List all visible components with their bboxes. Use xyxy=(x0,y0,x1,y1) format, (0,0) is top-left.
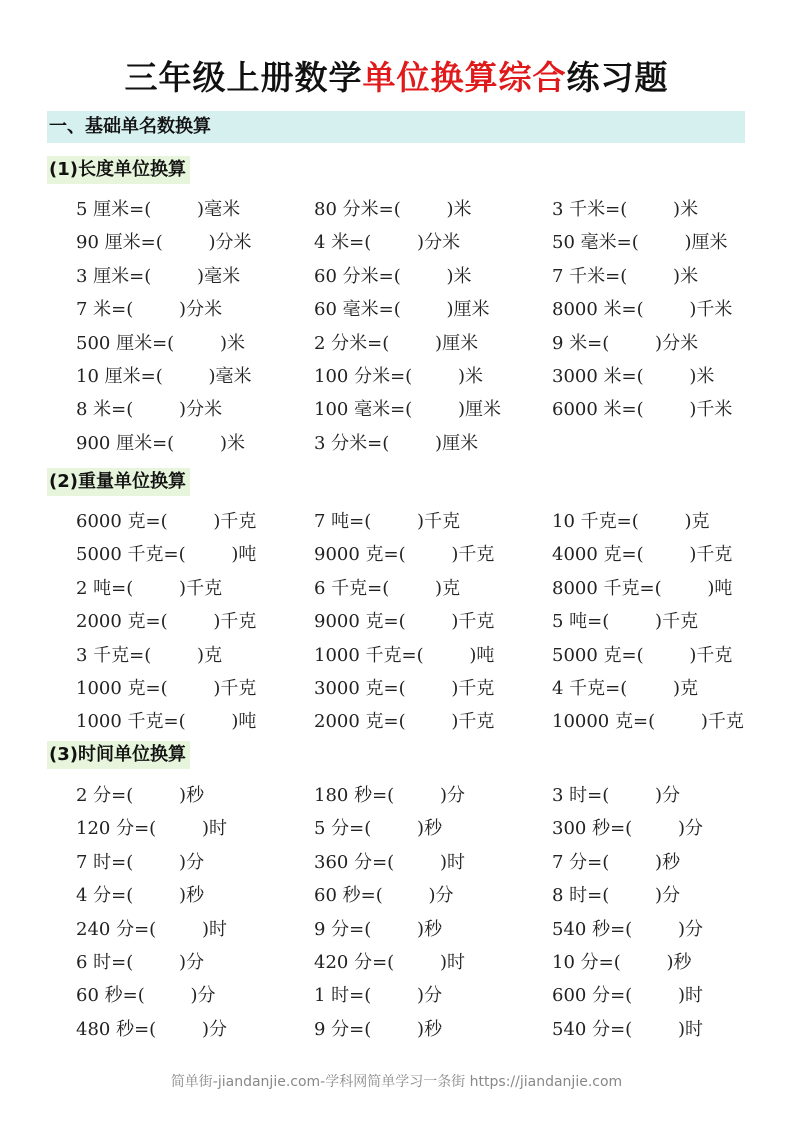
exercise-item: 1000 克=( )千克 xyxy=(76,677,257,699)
exercise-item: 2 吨=( )千克 xyxy=(76,577,223,599)
exercise-item: 6000 米=( )千米 xyxy=(552,399,733,421)
length-exercise-grid xyxy=(76,193,776,460)
exercise-item: 9 分=( )秒 xyxy=(314,1018,443,1040)
exercise-item: 2 分米=( )厘米 xyxy=(314,332,479,354)
exercise-item: 420 分=( )时 xyxy=(314,951,465,973)
exercise-item: 10 厘米=( )毫米 xyxy=(76,365,252,387)
length-heading: (1)长度单位换算 xyxy=(47,156,190,184)
exercise-item: 6000 克=( )千克 xyxy=(76,511,257,532)
exercise-item: 7 千米=( )米 xyxy=(552,265,699,287)
exercise-item: 8000 米=( )千米 xyxy=(552,299,733,321)
weight-heading: (2)重量单位换算 xyxy=(47,468,190,496)
exercise-item: 540 秒=( )分 xyxy=(552,918,703,940)
exercise-item: 5 吨=( )千克 xyxy=(552,611,699,633)
title-highlight: 单位换算综合 xyxy=(362,58,567,97)
exercise-item: 120 分=( )时 xyxy=(76,818,227,840)
exercise-item: 5000 克=( )千克 xyxy=(552,644,733,666)
exercise-item: 1000 千克=( )吨 xyxy=(76,711,257,733)
exercise-item: 10000 克=( )千克 xyxy=(552,711,744,733)
exercise-item: 60 秒=( )分 xyxy=(76,985,216,1007)
exercise-item: 3000 米=( )米 xyxy=(552,365,715,387)
exercise-item: 4 分=( )秒 xyxy=(76,885,205,907)
exercise-item: 240 分=( )时 xyxy=(76,918,227,940)
exercise-item: 7 吨=( )千克 xyxy=(314,511,461,532)
exercise-item: 5000 千克=( )吨 xyxy=(76,544,257,566)
exercise-item: 540 分=( )时 xyxy=(552,1018,703,1040)
time-exercise-grid xyxy=(76,779,776,1046)
exercise-item: 3 厘米=( )毫米 xyxy=(76,265,241,287)
exercise-item: 4 千克=( )克 xyxy=(552,677,699,699)
exercise-item: 90 厘米=( )分米 xyxy=(76,232,252,254)
exercise-item: 2 分=( )秒 xyxy=(76,785,205,806)
exercise-item: 50 毫米=( )厘米 xyxy=(552,232,728,254)
exercise-item: 300 秒=( )分 xyxy=(552,818,703,840)
exercise-item: 1 时=( )分 xyxy=(314,985,443,1007)
time-heading: (3)时间单位换算 xyxy=(47,741,190,769)
exercise-item: 7 分=( )秒 xyxy=(552,851,681,873)
exercise-item: 9000 克=( )千克 xyxy=(314,611,495,633)
exercise-item: 5 厘米=( )毫米 xyxy=(76,199,241,220)
exercise-item: 4 米=( )分米 xyxy=(314,232,461,254)
exercise-item: 180 秒=( )分 xyxy=(314,785,465,806)
exercise-item: 6 千克=( )克 xyxy=(314,577,461,599)
exercise-item: 60 分米=( )米 xyxy=(314,265,472,287)
title-part-1: 三年级上册数学 xyxy=(124,58,363,97)
exercise-item: 900 厘米=( )米 xyxy=(76,432,245,454)
section-heading-basic: 一、基础单名数换算 xyxy=(47,111,745,143)
exercise-item: 1000 千克=( )吨 xyxy=(314,644,495,666)
exercise-item: 100 分米=( )米 xyxy=(314,365,483,387)
exercise-item: 60 毫米=( )厘米 xyxy=(314,299,490,321)
exercise-item: 4000 克=( )千克 xyxy=(552,544,733,566)
exercise-item: 2000 克=( )千克 xyxy=(314,711,495,733)
exercise-item: 2000 克=( )千克 xyxy=(76,611,257,633)
exercise-item: 6 时=( )分 xyxy=(76,951,205,973)
page-title xyxy=(0,52,793,99)
exercise-item: 8 时=( )分 xyxy=(552,885,681,907)
exercise-item: 3 千米=( )米 xyxy=(552,199,699,220)
exercise-item: 3000 克=( )千克 xyxy=(314,677,495,699)
exercise-item: 3 时=( )分 xyxy=(552,785,681,806)
title-part-3: 练习题 xyxy=(566,58,669,97)
exercise-item: 10 千克=( )克 xyxy=(552,511,710,532)
exercise-item: 100 毫米=( )厘米 xyxy=(314,399,501,421)
exercise-item: 10 分=( )秒 xyxy=(552,951,692,973)
exercise-item: 3 千克=( )克 xyxy=(76,644,223,666)
exercise-item: 480 秒=( )分 xyxy=(76,1018,227,1040)
exercise-item: 9 分=( )秒 xyxy=(314,918,443,940)
exercise-item: 360 分=( )时 xyxy=(314,851,465,873)
weight-exercise-grid xyxy=(76,505,776,739)
exercise-item: 3 分米=( )厘米 xyxy=(314,432,479,454)
exercise-item: 60 秒=( )分 xyxy=(314,885,454,907)
exercise-item: 600 分=( )时 xyxy=(552,985,703,1007)
exercise-item: 8000 千克=( )吨 xyxy=(552,577,733,599)
exercise-item: 9000 克=( )千克 xyxy=(314,544,495,566)
exercise-item: 5 分=( )秒 xyxy=(314,818,443,840)
exercise-item: 8 米=( )分米 xyxy=(76,399,223,421)
exercise-item xyxy=(552,427,776,460)
footer-text: 简单街-jiandanjie.com-学科网简单学习一条街 https://jiandanjie.com xyxy=(170,1074,623,1090)
exercise-item: 80 分米=( )米 xyxy=(314,199,472,220)
exercise-item: 7 时=( )分 xyxy=(76,851,205,873)
exercise-item: 7 米=( )分米 xyxy=(76,299,223,321)
exercise-item: 9 米=( )分米 xyxy=(552,332,699,354)
exercise-item: 500 厘米=( )米 xyxy=(76,332,245,354)
